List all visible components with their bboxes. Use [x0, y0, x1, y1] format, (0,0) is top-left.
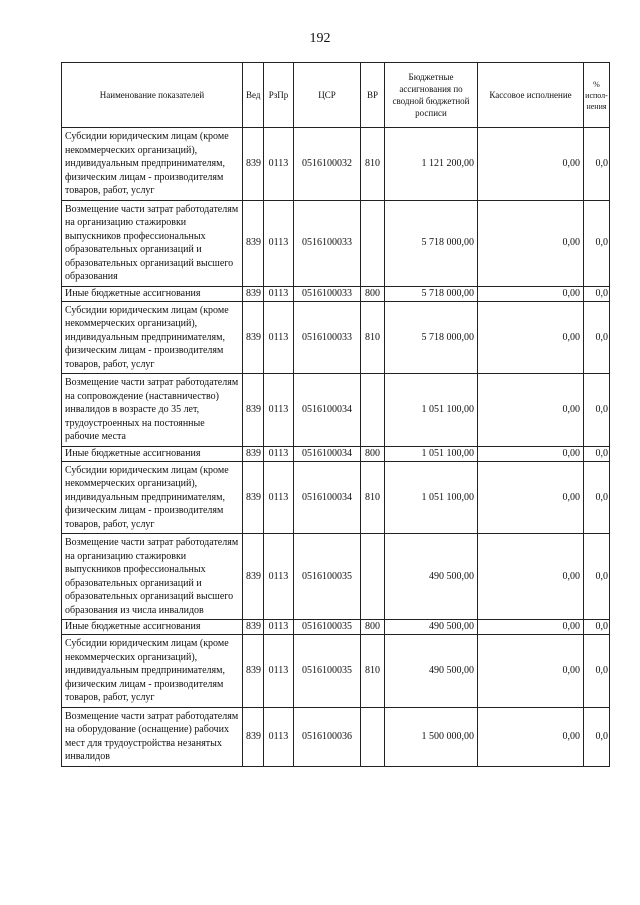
row-rzpr: 0113: [264, 286, 294, 301]
table-row: [62, 461, 610, 534]
row-budget: 5 718 000,00: [385, 286, 478, 301]
header-name: Наименование показателей: [62, 63, 243, 128]
header-pct: % испол-нения: [584, 63, 610, 128]
header-csr: ЦСР: [294, 63, 361, 128]
row-name: Иные бюджетные ассигнования: [62, 446, 243, 461]
row-name: Субсидии юридическим лицам (кроме некоммерческих организаций), индивидуальным предпринимателям, физическим лицам - производителям товаров, работ, услуг: [62, 301, 243, 374]
row-budget: 1 121 200,00: [385, 128, 478, 201]
row-cash: 0,00: [478, 446, 584, 461]
row-rzpr: 0113: [264, 707, 294, 766]
row-vr: 810: [361, 301, 385, 374]
row-ved: 839: [243, 301, 264, 374]
row-budget: 1 051 100,00: [385, 461, 478, 534]
header-vr: ВР: [361, 63, 385, 128]
row-budget: 490 500,00: [385, 620, 478, 635]
row-budget: 5 718 000,00: [385, 200, 478, 286]
row-rzpr: 0113: [264, 461, 294, 534]
row-cash: 0,00: [478, 534, 584, 620]
row-cash: 0,00: [478, 301, 584, 374]
row-csr: 0516100036: [294, 707, 361, 766]
row-name: Субсидии юридическим лицам (кроме некоммерческих организаций), индивидуальным предпринимателям, физическим лицам - производителям товаров, работ, услуг: [62, 635, 243, 708]
row-pct: 0,0: [584, 534, 610, 620]
row-vr: 800: [361, 286, 385, 301]
table-row: [62, 534, 610, 620]
row-rzpr: 0113: [264, 301, 294, 374]
row-name: Возмещение части затрат работодателям на организацию стажировки выпускников профессиональных образовательных организаций и образовательных организаций высшего образования: [62, 200, 243, 286]
row-ved: 839: [243, 635, 264, 708]
table-row: [62, 374, 610, 447]
table-row: [62, 200, 610, 286]
row-pct: 0,0: [584, 461, 610, 534]
table-row: [62, 635, 610, 708]
row-csr: 0516100035: [294, 635, 361, 708]
row-cash: 0,00: [478, 200, 584, 286]
row-ved: 839: [243, 128, 264, 201]
row-csr: 0516100032: [294, 128, 361, 201]
row-csr: 0516100033: [294, 200, 361, 286]
row-name: Иные бюджетные ассигнования: [62, 286, 243, 301]
row-csr: 0516100033: [294, 301, 361, 374]
row-name: Возмещение части затрат работодателям на организацию стажировки выпускников профессиональных образовательных организаций и образовательных организаций высшего образования из числа инвалидов: [62, 534, 243, 620]
row-vr: 800: [361, 446, 385, 461]
row-ved: 839: [243, 374, 264, 447]
row-ved: 839: [243, 461, 264, 534]
table-row: [62, 446, 610, 461]
row-budget: 490 500,00: [385, 635, 478, 708]
row-vr: 810: [361, 461, 385, 534]
row-pct: 0,0: [584, 301, 610, 374]
row-csr: 0516100034: [294, 446, 361, 461]
row-vr: 810: [361, 128, 385, 201]
table-header-row: [62, 63, 610, 128]
row-rzpr: 0113: [264, 635, 294, 708]
table-row: [62, 620, 610, 635]
table-row: [62, 286, 610, 301]
row-budget: 1 051 100,00: [385, 374, 478, 447]
row-rzpr: 0113: [264, 534, 294, 620]
header-rzpr: РзПр: [264, 63, 294, 128]
row-csr: 0516100035: [294, 620, 361, 635]
budget-table: [61, 62, 610, 767]
row-vr: [361, 374, 385, 447]
row-name: Возмещение части затрат работодателям на оборудование (оснащение) рабочих мест для трудоустройства незанятых инвалидов: [62, 707, 243, 766]
row-rzpr: 0113: [264, 446, 294, 461]
row-budget: 1 500 000,00: [385, 707, 478, 766]
row-name: Иные бюджетные ассигнования: [62, 620, 243, 635]
row-cash: 0,00: [478, 286, 584, 301]
row-ved: 839: [243, 286, 264, 301]
row-cash: 0,00: [478, 635, 584, 708]
row-csr: 0516100034: [294, 461, 361, 534]
row-pct: 0,0: [584, 635, 610, 708]
row-vr: 800: [361, 620, 385, 635]
row-pct: 0,0: [584, 286, 610, 301]
row-rzpr: 0113: [264, 128, 294, 201]
row-pct: 0,0: [584, 128, 610, 201]
row-cash: 0,00: [478, 707, 584, 766]
row-ved: 839: [243, 620, 264, 635]
row-ved: 839: [243, 200, 264, 286]
page-number: 192: [309, 31, 331, 46]
row-csr: 0516100033: [294, 286, 361, 301]
table-row: [62, 128, 610, 201]
row-cash: 0,00: [478, 128, 584, 201]
row-pct: 0,0: [584, 374, 610, 447]
row-rzpr: 0113: [264, 374, 294, 447]
row-pct: 0,0: [584, 200, 610, 286]
row-rzpr: 0113: [264, 200, 294, 286]
row-budget: 490 500,00: [385, 534, 478, 620]
row-name: Возмещение части затрат работодателям на сопровождение (наставничество) инвалидов в возрасте до 35 лет, трудоустроенных на постоянные рабочие места: [62, 374, 243, 447]
row-vr: 810: [361, 635, 385, 708]
row-name: Субсидии юридическим лицам (кроме некоммерческих организаций), индивидуальным предпринимателям, физическим лицам - производителям товаров, работ, услуг: [62, 128, 243, 201]
header-ved: Вед: [243, 63, 264, 128]
row-cash: 0,00: [478, 374, 584, 447]
row-cash: 0,00: [478, 620, 584, 635]
row-pct: 0,0: [584, 446, 610, 461]
row-csr: 0516100035: [294, 534, 361, 620]
row-ved: 839: [243, 534, 264, 620]
row-ved: 839: [243, 707, 264, 766]
row-ved: 839: [243, 446, 264, 461]
header-budget: Бюджетные ассигнования по сводной бюджетной росписи: [385, 63, 478, 128]
row-rzpr: 0113: [264, 620, 294, 635]
row-vr: [361, 707, 385, 766]
row-csr: 0516100034: [294, 374, 361, 447]
row-pct: 0,0: [584, 620, 610, 635]
row-name: Субсидии юридическим лицам (кроме некоммерческих организаций), индивидуальным предпринимателям, физическим лицам - производителям товаров, работ, услуг: [62, 461, 243, 534]
row-vr: [361, 534, 385, 620]
table-row: [62, 301, 610, 374]
row-budget: 5 718 000,00: [385, 301, 478, 374]
header-cash: Кассовое исполнение: [478, 63, 584, 128]
row-vr: [361, 200, 385, 286]
row-budget: 1 051 100,00: [385, 446, 478, 461]
row-cash: 0,00: [478, 461, 584, 534]
table-row: [62, 707, 610, 766]
row-pct: 0,0: [584, 707, 610, 766]
